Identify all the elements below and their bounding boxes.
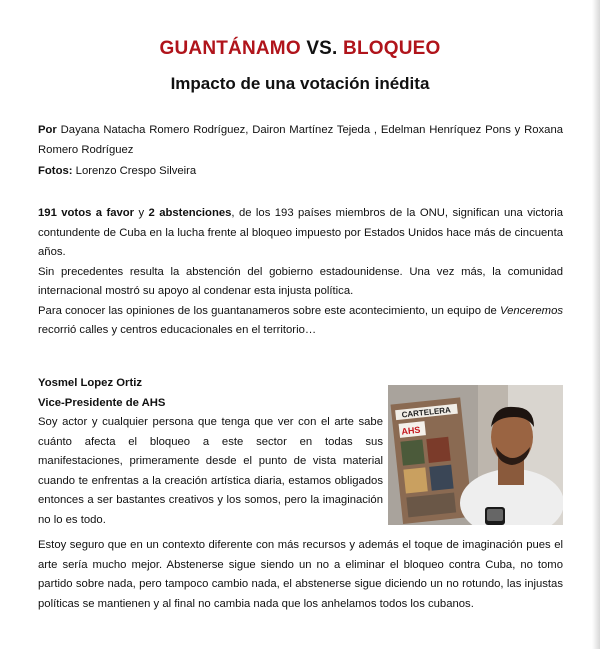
intro-paragraph-3-end: recorrió calles y centros educacionales en el territorio… — [38, 324, 317, 336]
byline-label: Por — [38, 124, 57, 136]
photo-logo-text: AHS — [400, 424, 421, 437]
title-bloqueo: BLOQUEO — [343, 38, 441, 59]
newspaper-name: Venceremos — [500, 304, 563, 317]
intro-paragraph-3 — [38, 302, 563, 341]
title-vs: VS. — [306, 38, 338, 59]
photo-credit — [38, 162, 563, 182]
votes-count: 191 votos a favor — [38, 207, 135, 219]
intro-section — [38, 204, 563, 341]
interview-paragraph-full: Estoy seguro que en un contexto diferente con más recursos y además el toque de imaginación pues el arte sería mucho mejor. Abstenerse sigue siendo un no a eliminar el bloqueo contra Cuba, no tomo partido sobre nada, pero tampoco cambio nada, el abstenerse sigue diciendo un no rotundo, las injustas políticas se mantienen y al final no cambia nada que los anhelamos todos los cubanos. — [38, 539, 563, 610]
title-guantanamo: GUANTÁNAMO — [159, 38, 301, 59]
abstentions-count: 2 abstenciones — [148, 207, 232, 219]
photo-credit-label: Fotos: — [38, 165, 73, 177]
interview-paragraph-wrapped: Soy actor y cualquier persona que tenga que ver con el arte sabe cuánto afecta el bloqueo a este sector en todas sus manifestaciones, primeramente desde el punto de vista material cuando te enfrentas a la creación artística diaria, estamos obligados entonces a ser bastantes creativos y los somos, pero la imaginación no lo es todo. — [38, 416, 383, 526]
interviewee-name: Yosmel Lopez Ortiz — [38, 377, 142, 389]
article-subtitle: Impacto de una votación inédita — [170, 74, 430, 93]
byline — [38, 121, 563, 160]
intro-paragraph-3-start: Para conocer las opiniones de los guantanameros sobre este acontecimiento, un equipo de — [38, 304, 500, 317]
page-edge-shadow — [592, 0, 600, 649]
interviewee-photo — [388, 385, 563, 525]
votes-and: y — [134, 207, 149, 219]
photo-sign-label: CARTELERA — [401, 405, 452, 420]
intro-paragraph-2: Sin precedentes resulta la abstención del gobierno estadounidense. Una vez más, la comunidad internacional mostró su apoyo al condenar esta injusta política. — [38, 265, 563, 297]
byline-authors: Dayana Natacha Romero Rodríguez, Dairon Martínez Tejeda , Edelman Henríquez Pons y Roxana Romero Rodríguez — [38, 124, 564, 156]
photo-credit-name: Lorenzo Crespo Silveira — [75, 165, 197, 177]
interviewee-role: Vice-Presidente de AHS — [38, 396, 166, 409]
article-title — [0, 38, 600, 60]
intro-paragraph-1 — [38, 204, 563, 263]
intro-paragraph-1-text: , de los 193 países miembros de la ONU, significan una victoria contundente de Cuba en la lucha frente al bloqueo impuesto por Estados Unidos hace más de cincuenta años. — [38, 207, 563, 258]
photo-illustration — [388, 385, 563, 525]
